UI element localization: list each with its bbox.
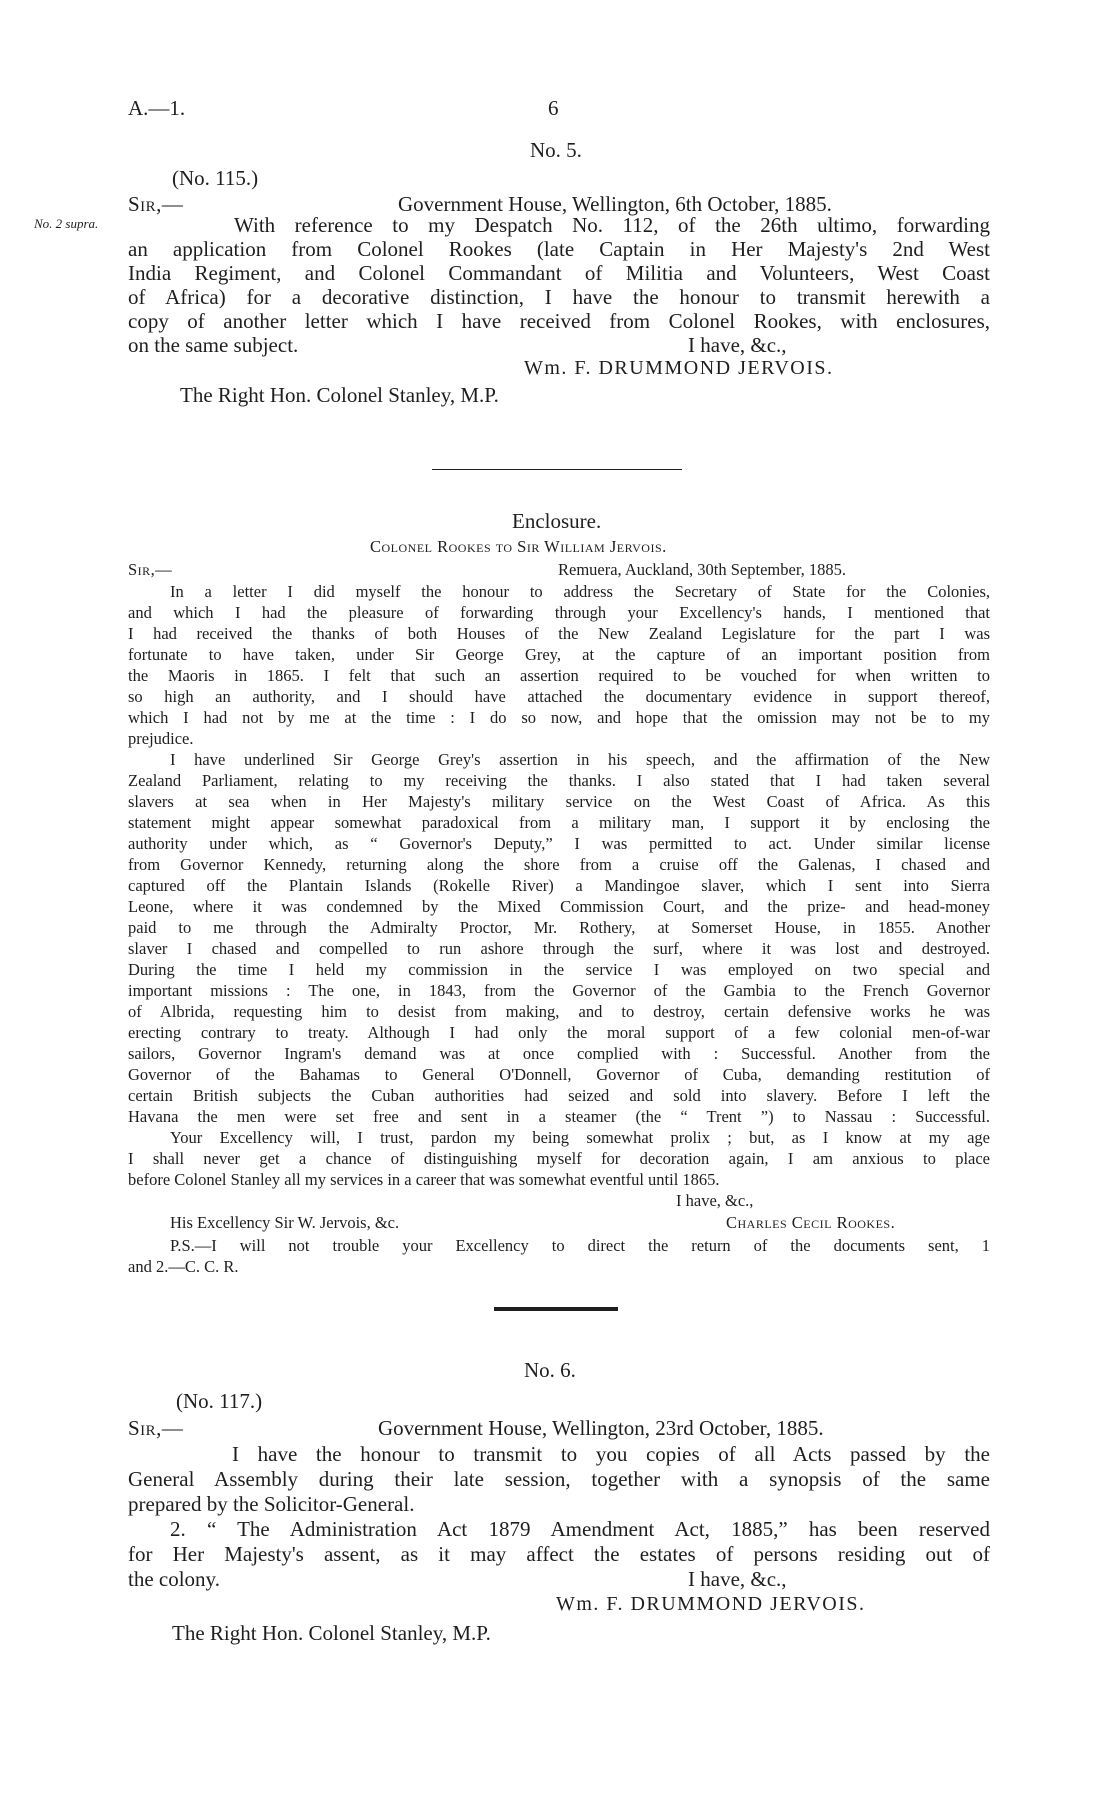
- closing: I have, &c.,: [688, 333, 787, 357]
- paragraph-line: an application from Colonel Rookes (late Captain in Her Majesty's 2nd West: [128, 237, 990, 261]
- paragraph-line: which I had not by me at the time : I do so now, and hope that the omission may not be to my: [128, 708, 990, 727]
- enclosure-subheading: Colonel Rookes to Sir William Jervois.: [370, 537, 667, 556]
- paragraph-line: slaver I chased and compelled to run ashore through the surf, where it was lost and destroyed.: [128, 939, 990, 958]
- paragraph-line: authority under which, as “ Governor's Deputy,” I was permitted to act. Under similar license: [128, 834, 990, 853]
- despatch-number: (No. 115.): [172, 166, 259, 190]
- paragraph-line: General Assembly during their late session, together with a synopsis of the same: [128, 1467, 990, 1491]
- paragraph-line: Havana the men were set free and sent in a steamer (the “ Trent ”) to Nassau : Successful.: [128, 1107, 990, 1126]
- signature: Charles Cecil Rookes.: [726, 1213, 896, 1232]
- paragraph-line: certain British subjects the Cuban authorities had seized and sold into slavery. Before I left the: [128, 1086, 990, 1105]
- place-date: Remuera, Auckland, 30th September, 1885.: [558, 560, 847, 579]
- paragraph-line: I have the honour to transmit to you copies of all Acts passed by the: [232, 1442, 990, 1466]
- page-number: 6: [548, 96, 559, 120]
- document-number: No. 6.: [524, 1358, 576, 1382]
- despatch-number: (No. 117.): [176, 1389, 263, 1413]
- paragraph-line: paid to me through the Admiralty Proctor, Mr. Rothery, at Somerset House, in 1855. Another: [128, 918, 990, 937]
- place-date: Government House, Wellington, 6th October, 1885.: [398, 192, 832, 216]
- paragraph-line: I shall never get a chance of distinguishing myself for decoration again, I am anxious to place: [128, 1149, 990, 1168]
- paragraph-line: With reference to my Despatch No. 112, of the 26th ultimo, forwarding: [234, 213, 990, 237]
- salutation: Sir,—: [128, 560, 173, 579]
- signature: Wm. F. DRUMMOND JERVOIS.: [524, 357, 834, 379]
- paragraph-line: the Maoris in 1865. I felt that such an assertion required to be vouched for when written to: [128, 666, 990, 685]
- section-divider: [494, 1307, 618, 1311]
- paragraph-line: I had received the thanks of both Houses of the New Zealand Legislature for the part I was: [128, 624, 990, 643]
- paragraph-line: of Albrida, requesting him to desist from making, and to destroy, certain defensive works he was: [128, 1002, 990, 1021]
- paragraph-line: and which I had the pleasure of forwarding through your Excellency's hands, I mentioned that: [128, 603, 990, 622]
- salutation: Sir,—: [128, 1416, 184, 1440]
- paragraph-line: important missions : The one, in 1843, from the Governor of the Gambia to the French Governor: [128, 981, 990, 1000]
- paragraph-line: slavers at sea when in Her Majesty's military service on the West Coast of Africa. As this: [128, 792, 990, 811]
- addressee: The Right Hon. Colonel Stanley, M.P.: [172, 1621, 491, 1645]
- paragraph-line: on the same subject.: [128, 333, 299, 357]
- signature: Wm. F. DRUMMOND JERVOIS.: [556, 1593, 866, 1615]
- paragraph-line: of Africa) for a decorative distinction, I have the honour to transmit herewith a: [128, 285, 990, 309]
- paragraph-line: for Her Majesty's assent, as it may affect the estates of persons residing out of: [128, 1542, 990, 1566]
- postscript-line: and 2.—C. C. R.: [128, 1257, 239, 1276]
- margin-note: No. 2 supra.: [34, 216, 99, 231]
- paragraph-line: In a letter I did myself the honour to address the Secretary of State for the Colonies,: [170, 582, 990, 601]
- paragraph-line: During the time I held my commission in the service I was employed on two special and: [128, 960, 990, 979]
- paragraph-line: sailors, Governor Ingram's demand was at once complied with : Successful. Another from the: [128, 1044, 990, 1063]
- paragraph-line: erecting contrary to treaty. Although I had only the moral support of a few colonial men-of-war: [128, 1023, 990, 1042]
- paragraph-line: captured off the Plantain Islands (Rokelle River) a Mandingoe slaver, which I sent into Sierra: [128, 876, 990, 895]
- place-date: Government House, Wellington, 23rd October, 1885.: [378, 1416, 824, 1440]
- paragraph-line: copy of another letter which I have received from Colonel Rookes, with enclosures,: [128, 309, 990, 333]
- paragraph-line: statement might appear somewhat paradoxical from a military man, I support it by enclosing the: [128, 813, 990, 832]
- paragraph-line: Your Excellency will, I trust, pardon my being somewhat prolix ; but, as I know at my age: [170, 1128, 990, 1147]
- addressee: The Right Hon. Colonel Stanley, M.P.: [180, 383, 499, 407]
- section-divider: [432, 469, 682, 470]
- paragraph-line: prejudice.: [128, 729, 194, 748]
- paragraph-line: so high an authority, and I should have attached the documentary evidence in support thereof,: [128, 687, 990, 706]
- salutation: Sir,—: [128, 192, 184, 216]
- paragraph-line: before Colonel Stanley all my services in a career that was somewhat eventful until 1865.: [128, 1170, 720, 1189]
- document-number: No. 5.: [530, 138, 582, 162]
- paragraph-line: from Governor Kennedy, returning along the shore from a cruise off the Galenas, I chased and: [128, 855, 990, 874]
- paragraph-line: I have underlined Sir George Grey's assertion in his speech, and the affirmation of the New: [170, 750, 990, 769]
- closing: I have, &c.,: [688, 1567, 787, 1591]
- postscript-line: P.S.—I will not trouble your Excellency to direct the return of the documents sent, 1: [170, 1236, 990, 1255]
- enclosure-heading: Enclosure.: [512, 509, 602, 533]
- paragraph-line: prepared by the Solicitor-General.: [128, 1492, 415, 1516]
- paragraph-line: 2. “ The Administration Act 1879 Amendment Act, 1885,” has been reserved: [170, 1517, 990, 1541]
- paragraph-line: the colony.: [128, 1567, 220, 1591]
- paragraph-line: fortunate to have taken, under Sir George Grey, at the capture of an important position from: [128, 645, 990, 664]
- paragraph-line: Zealand Parliament, relating to my receiving the thanks. I also stated that I had taken several: [128, 771, 990, 790]
- paragraph-line: Leone, where it was condemned by the Mixed Commission Court, and the prize- and head-money: [128, 897, 990, 916]
- paragraph-line: India Regiment, and Colonel Commandant of Militia and Volunteers, West Coast: [128, 261, 990, 285]
- addressee: His Excellency Sir W. Jervois, &c.: [170, 1213, 400, 1232]
- paragraph-line: Governor of the Bahamas to General O'Donnell, Governor of Cuba, demanding restitution of: [128, 1065, 990, 1084]
- document-reference: A.—1.: [128, 96, 186, 120]
- closing: I have, &c.,: [676, 1191, 754, 1210]
